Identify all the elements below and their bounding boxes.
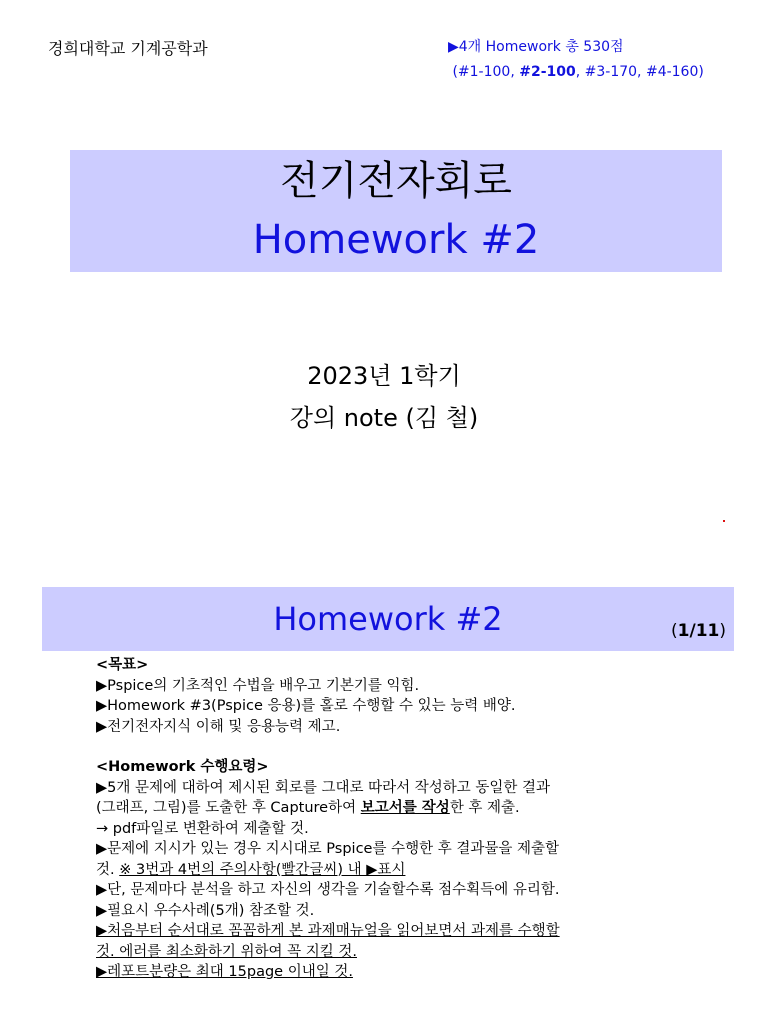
section-title: Homework #2 — [273, 600, 503, 638]
procedure-line: 것. 에러를 최소화하기 위하여 꼭 지킬 것. — [96, 943, 357, 960]
goal-item: ▶Pspice의 기초적인 수법을 배우고 기본기를 익힘. — [96, 677, 420, 694]
spacer — [96, 737, 696, 757]
procedure-line: ▶단, 문제마다 분석을 하고 자신의 생각을 기술할수록 점수획득에 유리함. — [96, 882, 560, 898]
score-summary-line2 — [448, 60, 704, 85]
score-highlight: #2-100 — [519, 64, 576, 80]
page-open: ( — [671, 621, 678, 641]
procedure-line — [96, 860, 696, 881]
procedure-line: ▶레포트분량은 최대 15page 이내일 것. — [96, 964, 353, 980]
page-value: 1/11 — [677, 621, 720, 641]
procedure-line: ▶5개 문제에 대하여 제시된 회로를 그대로 따라서 작성하고 동일한 결과 — [96, 779, 551, 796]
section-banner — [42, 587, 734, 651]
homework-title: Homework #2 — [252, 217, 540, 263]
procedure-text: (그래프, 그림)를 도출한 후 Capture하여 — [96, 800, 361, 816]
caution-note: ※ 3번과 4번의 주의사항(빨간글씨) 내 ▶표시 — [119, 861, 406, 878]
procedure-heading: <Homework 수행요령> — [96, 759, 269, 775]
department-label: 경희대학교 기계공학과 — [48, 39, 208, 58]
procedure-line: ▶필요시 우수사례(5개) 참조할 것. — [96, 902, 315, 919]
score-open: (#1-100, — [452, 64, 520, 80]
procedure-line: → pdf파일로 변환하여 제출할 것. — [96, 820, 309, 837]
goal-item: ▶Homework #3(Pspice 응용)를 홀로 수행할 수 있는 능력 배양. — [96, 698, 516, 714]
procedure-line: ▶처음부터 순서대로 꼼꼼하게 본 과제매뉴얼을 읽어보면서 과제를 수행할 — [96, 923, 560, 939]
term-label: 2023년 1학기 — [307, 362, 461, 390]
title-banner — [70, 150, 722, 272]
instructions — [96, 655, 696, 983]
goals-heading: <목표> — [96, 657, 149, 673]
score-summary — [448, 35, 704, 85]
report-emphasis: 보고서를 작성 — [360, 800, 450, 816]
lecture-note-label: 강의 note (김 철) — [289, 404, 479, 432]
goal-item: ▶전기전자지식 이해 및 응용능력 제고. — [96, 718, 341, 735]
score-summary-line1: ▶4개 Homework 총 530점 — [448, 39, 624, 55]
page-close: ) — [719, 621, 726, 641]
procedure-line — [96, 798, 696, 819]
score-rest: , #3-170, #4-160) — [575, 64, 704, 80]
page-number — [671, 621, 726, 641]
course-title: 전기전자회로 — [280, 158, 512, 204]
procedure-line: ▶문제에 지시가 있는 경우 지시대로 Pspice를 수행한 후 결과물을 제출할 — [96, 841, 559, 857]
red-dot-mark — [723, 520, 725, 522]
procedure-text: 것. — [96, 861, 120, 878]
procedure-text: 한 후 제출. — [449, 800, 520, 816]
